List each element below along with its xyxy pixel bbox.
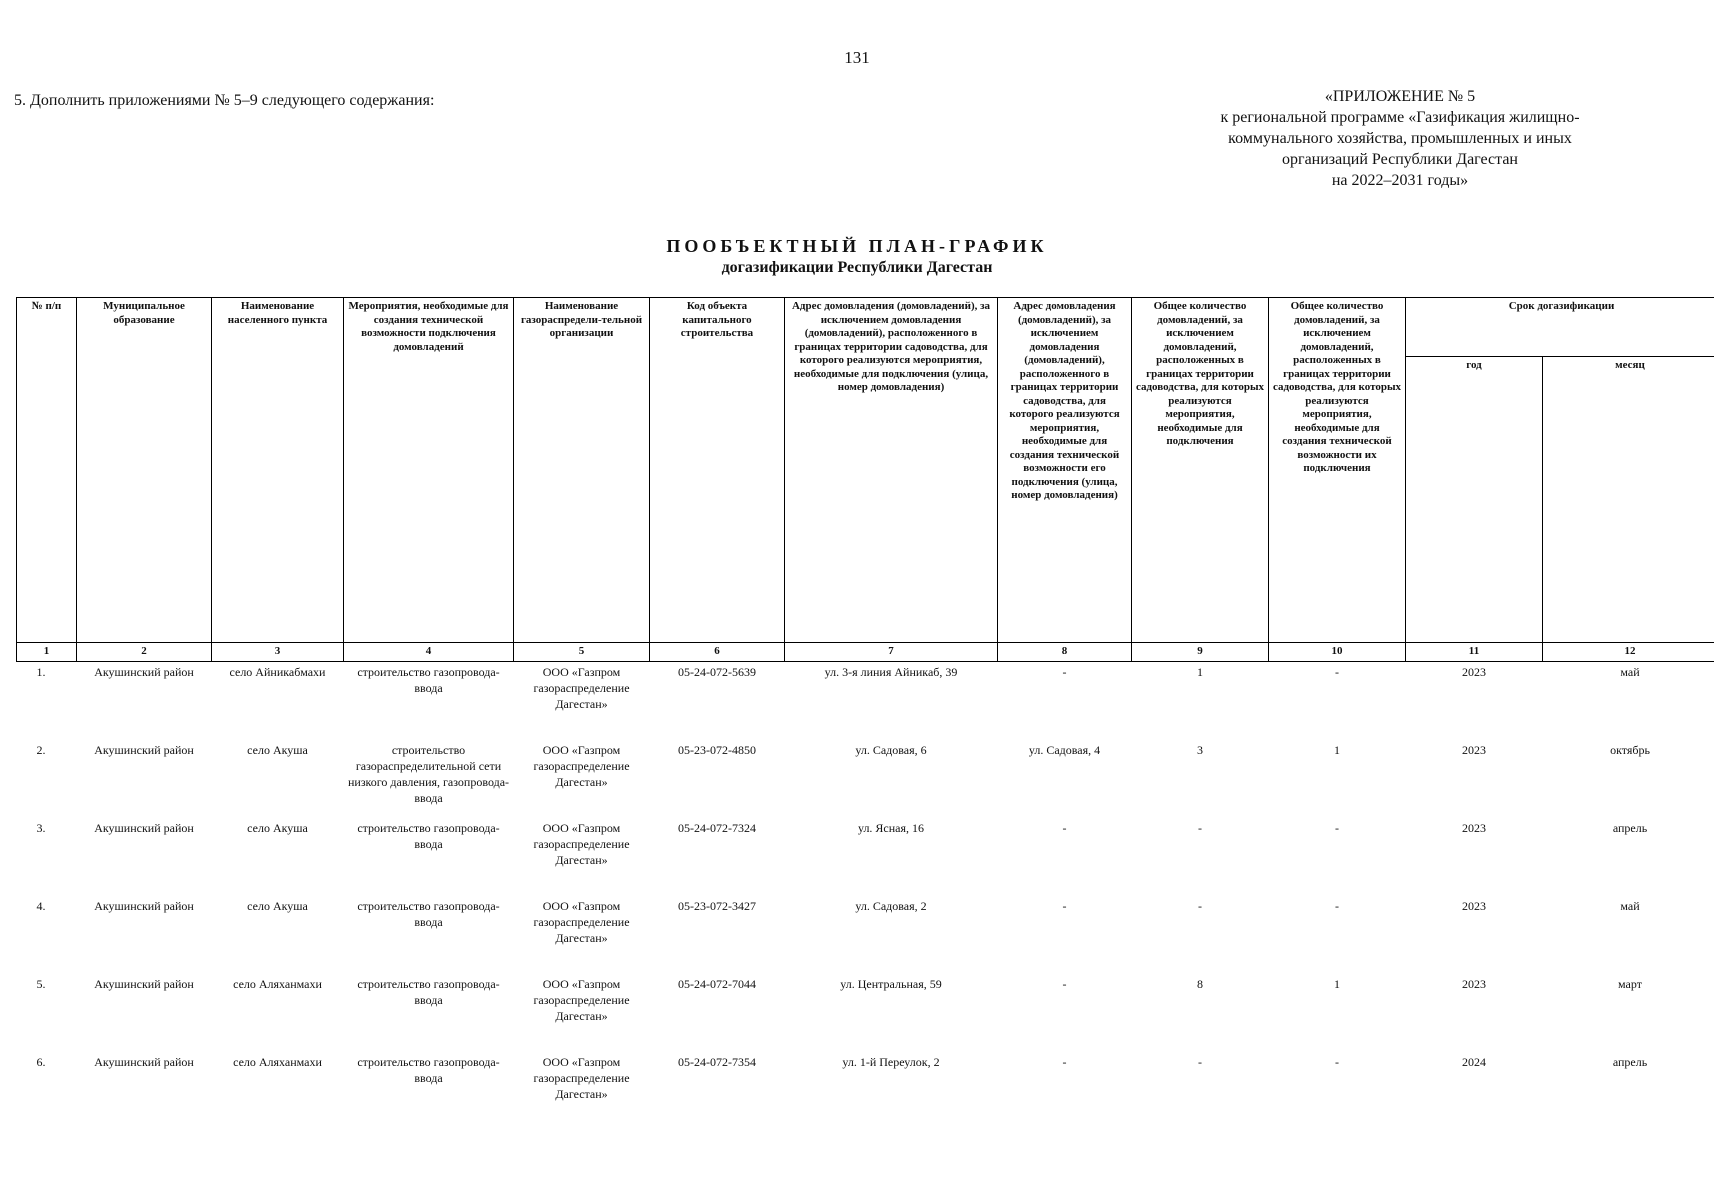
- appendix-block: [1180, 86, 1620, 191]
- header-cell: месяц: [1543, 357, 1714, 643]
- table-cell: строительство газораспределительной сети низкого давления, газопровода-ввода: [347, 743, 510, 805]
- table-cell: -: [1198, 899, 1202, 913]
- table-cell: 6.: [36, 1055, 46, 1069]
- table-cell: апрель: [1612, 1055, 1648, 1069]
- table-cell: ул. Садовая, 2: [855, 899, 927, 913]
- table-cell: 2024: [1462, 1055, 1486, 1069]
- table-cell: ООО «Газпром газораспределение Дагестан»: [533, 1055, 630, 1101]
- table-cell: -: [1335, 665, 1339, 679]
- header-cell: Наименование населенного пункта: [212, 298, 344, 643]
- column-number-cell: 4: [344, 643, 514, 662]
- table-row: [17, 740, 1714, 818]
- table-cell: -: [1062, 977, 1067, 991]
- column-number-cell: 5: [514, 643, 650, 662]
- table-cell: 2023: [1462, 665, 1486, 679]
- table-cell: -: [1335, 821, 1339, 835]
- table-cell: Акушинский район: [94, 821, 194, 835]
- table-cell: -: [1062, 821, 1067, 835]
- column-number-cell: 11: [1406, 643, 1543, 662]
- header-cell: Срок догазификации: [1406, 298, 1714, 357]
- table-cell: ООО «Газпром газораспределение Дагестан»: [533, 821, 630, 867]
- table-cell: 3.: [36, 821, 46, 835]
- table-cell: 3: [1197, 743, 1203, 757]
- table-cell: 05-23-072-4850: [678, 743, 756, 757]
- header-cell: Муниципальное образование: [77, 298, 212, 643]
- column-number-cell: 8: [998, 643, 1132, 662]
- table-cell: 2023: [1462, 743, 1486, 757]
- column-number-cell: 10: [1269, 643, 1406, 662]
- table-cell: село Айникабмахи: [229, 665, 326, 679]
- table-cell: -: [1335, 899, 1339, 913]
- table-cell: 5.: [36, 977, 46, 991]
- table-cell: -: [1198, 821, 1202, 835]
- table-cell: ул. Садовая, 6: [855, 743, 927, 757]
- table-cell: май: [1620, 899, 1640, 913]
- table-cell: 8: [1197, 977, 1203, 991]
- header-cell: Наименование газораспредели-тельной организации: [514, 298, 650, 643]
- table-cell: строительство газопровода-ввода: [357, 821, 500, 851]
- table-cell: 1.: [36, 665, 46, 679]
- header-cell: год: [1406, 357, 1543, 643]
- table-cell: 4.: [36, 899, 46, 913]
- appendix-line: на 2022–2031 годы»: [1331, 172, 1469, 189]
- table-cell: село Акуша: [247, 821, 308, 835]
- appendix-line: организаций Республики Дагестан: [1282, 151, 1518, 168]
- table-cell: -: [1198, 1055, 1202, 1069]
- table-cell: строительство газопровода-ввода: [357, 1055, 500, 1085]
- title-sub: догазификации Республики Дагестан: [721, 259, 993, 276]
- header-cell: № п/п: [17, 298, 77, 643]
- table-cell: 2023: [1462, 821, 1486, 835]
- column-number-cell: 7: [785, 643, 998, 662]
- table-row: [17, 818, 1714, 896]
- table-cell: ООО «Газпром газораспределение Дагестан»: [533, 743, 630, 789]
- appendix-line: к региональной программе «Газификация жилищно-: [1220, 109, 1580, 126]
- table-cell: 2023: [1462, 899, 1486, 913]
- table-cell: 1: [1334, 743, 1340, 757]
- table-cell: 05-24-072-7044: [678, 977, 756, 991]
- table-cell: 05-23-072-3427: [678, 899, 756, 913]
- table-row: [17, 1052, 1714, 1130]
- table-cell: Акушинский район: [94, 1055, 194, 1069]
- table-cell: село Акуша: [247, 743, 308, 757]
- column-number-cell: 2: [77, 643, 212, 662]
- column-number-cell: 12: [1543, 643, 1714, 662]
- table-cell: Акушинский район: [94, 743, 194, 757]
- table-cell: строительство газопровода-ввода: [357, 899, 500, 929]
- table-cell: -: [1062, 899, 1067, 913]
- table-cell: 1: [1197, 665, 1203, 679]
- table-cell: село Акуша: [247, 899, 308, 913]
- table-cell: ООО «Газпром газораспределение Дагестан»: [533, 665, 630, 711]
- appendix-line: коммунального хозяйства, промышленных и иных: [1228, 130, 1572, 147]
- table-cell: -: [1062, 1055, 1067, 1069]
- header-cell: Адрес домовладения (домовладений), за исключением домовладения (домовладений), расположенного в границах территории садоводства, для которого реализуются мероприятия, необходимые для подключения (улица, номер домовладения): [785, 298, 998, 643]
- header-cell: Общее количество домовладений, за исключением домовладений, расположенных в границах территории садоводства, для которых реализуются мероприятия, необходимые для подключения: [1132, 298, 1269, 643]
- table-cell: ООО «Газпром газораспределение Дагестан»: [533, 977, 630, 1023]
- table-cell: ул. 1-й Переулок, 2: [842, 1055, 940, 1069]
- table-cell: Акушинский район: [94, 899, 194, 913]
- header-cell: Мероприятия, необходимые для создания технической возможности подключения домовладений: [344, 298, 514, 643]
- table-cell: -: [1335, 1055, 1339, 1069]
- table-cell: село Аляханмахи: [233, 1055, 322, 1069]
- table-cell: 05-24-072-5639: [678, 665, 756, 679]
- table-cell: 2.: [36, 743, 46, 757]
- table-cell: май: [1620, 665, 1640, 679]
- column-number-cell: 3: [212, 643, 344, 662]
- table-cell: ул. Садовая, 4: [1028, 743, 1101, 757]
- table-body: [17, 662, 1714, 1131]
- document-title: [0, 236, 1714, 277]
- table-cell: строительство газопровода-ввода: [357, 665, 500, 695]
- table-cell: село Аляханмахи: [233, 977, 322, 991]
- table-cell: ул. Ясная, 16: [857, 821, 925, 835]
- table-cell: ул. Центральная, 59: [840, 977, 942, 991]
- column-number-cell: 6: [650, 643, 785, 662]
- table-cell: -: [1062, 665, 1067, 679]
- column-number-row: [17, 643, 1714, 662]
- plan-table: [16, 297, 1714, 1130]
- table-cell: Акушинский район: [94, 977, 194, 991]
- table-cell: март: [1618, 977, 1642, 991]
- table-row: [17, 662, 1714, 741]
- title-main: ПООБЪЕКТНЫЙ ПЛАН-ГРАФИК: [666, 236, 1048, 256]
- table-cell: апрель: [1612, 821, 1648, 835]
- table-cell: 1: [1334, 977, 1340, 991]
- table-cell: Акушинский район: [94, 665, 194, 679]
- intro-text: 5. Дополнить приложениями № 5–9 следующего содержания:: [14, 92, 435, 109]
- appendix-line: «ПРИЛОЖЕНИЕ № 5: [1324, 88, 1476, 105]
- page-number: 131: [844, 48, 870, 67]
- table-cell: октябрь: [1610, 743, 1650, 757]
- table-cell: 05-24-072-7354: [678, 1055, 756, 1069]
- header-cell: Код объекта капитального строительства: [650, 298, 785, 643]
- table-row: [17, 974, 1714, 1052]
- table-cell: ООО «Газпром газораспределение Дагестан»: [533, 899, 630, 945]
- table-cell: ул. 3-я линия Айникаб, 39: [824, 665, 958, 679]
- column-number-cell: 9: [1132, 643, 1269, 662]
- table-row: [17, 896, 1714, 974]
- header-cell: Адрес домовладения (домовладений), за исключением домовладения (домовладений), расположенного в границах территории садоводства, для которого реализуются мероприятия, необходимые для создания технической возможности его подключения (улица, номер домовладения): [998, 298, 1132, 643]
- table-cell: 05-24-072-7324: [678, 821, 756, 835]
- header-cell: Общее количество домовладений, за исключением домовладений, расположенных в границах территории садоводства, для которых реализуются мероприятия, необходимые для создания технической возможности их подключения: [1269, 298, 1406, 643]
- table-cell: 2023: [1462, 977, 1486, 991]
- table-cell: строительство газопровода-ввода: [357, 977, 500, 1007]
- column-number-cell: 1: [17, 643, 77, 662]
